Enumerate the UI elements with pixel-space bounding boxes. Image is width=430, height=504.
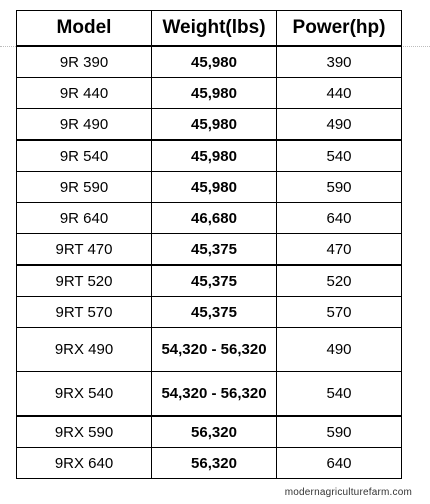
model-cell: 9R 640: [17, 203, 152, 234]
model-cell: 9R 440: [17, 78, 152, 109]
power-cell: 470: [277, 234, 402, 266]
table-row: [17, 78, 402, 109]
weight-cell: 45,375: [152, 297, 277, 328]
model-cell: 9RX 490: [17, 328, 152, 372]
weight-cell: 45,980: [152, 172, 277, 203]
table-row: [17, 372, 402, 417]
weight-cell: 45,980: [152, 109, 277, 141]
table-row: [17, 172, 402, 203]
weight-cell: 54,320 - 56,320: [152, 328, 277, 372]
power-cell: 590: [277, 172, 402, 203]
weight-cell: 45,980: [152, 78, 277, 109]
table-row: [17, 203, 402, 234]
model-cell: 9R 390: [17, 46, 152, 78]
header-weight: Weight(lbs): [152, 11, 277, 47]
header-power: Power(hp): [277, 11, 402, 47]
header-row: [17, 11, 402, 47]
weight-cell: 54,320 - 56,320: [152, 372, 277, 417]
table-row: [17, 234, 402, 266]
weight-cell: 46,680: [152, 203, 277, 234]
power-cell: 520: [277, 265, 402, 297]
weight-cell: 45,375: [152, 234, 277, 266]
table-row: [17, 265, 402, 297]
table-row: [17, 297, 402, 328]
table-row: [17, 46, 402, 78]
weight-cell: 45,980: [152, 46, 277, 78]
power-cell: 540: [277, 140, 402, 172]
power-cell: 440: [277, 78, 402, 109]
weight-cell: 56,320: [152, 416, 277, 448]
model-cell: 9RX 640: [17, 448, 152, 479]
table-row: [17, 109, 402, 141]
tractor-specs-table: [16, 10, 402, 479]
weight-cell: 45,980: [152, 140, 277, 172]
power-cell: 590: [277, 416, 402, 448]
power-cell: 640: [277, 448, 402, 479]
model-cell: 9R 540: [17, 140, 152, 172]
model-cell: 9RX 540: [17, 372, 152, 417]
weight-cell: 45,375: [152, 265, 277, 297]
model-cell: 9R 490: [17, 109, 152, 141]
power-cell: 640: [277, 203, 402, 234]
table-row: [17, 448, 402, 479]
weight-cell: 56,320: [152, 448, 277, 479]
model-cell: 9RT 470: [17, 234, 152, 266]
site-watermark: modernagriculturefarm.com: [284, 487, 412, 498]
power-cell: 490: [277, 328, 402, 372]
model-cell: 9RX 590: [17, 416, 152, 448]
power-cell: 390: [277, 46, 402, 78]
header-model: Model: [17, 11, 152, 47]
model-cell: 9RT 520: [17, 265, 152, 297]
model-cell: 9RT 570: [17, 297, 152, 328]
model-cell: 9R 590: [17, 172, 152, 203]
power-cell: 490: [277, 109, 402, 141]
power-cell: 540: [277, 372, 402, 417]
table-row: [17, 140, 402, 172]
power-cell: 570: [277, 297, 402, 328]
table-row: [17, 328, 402, 372]
table-row: [17, 416, 402, 448]
